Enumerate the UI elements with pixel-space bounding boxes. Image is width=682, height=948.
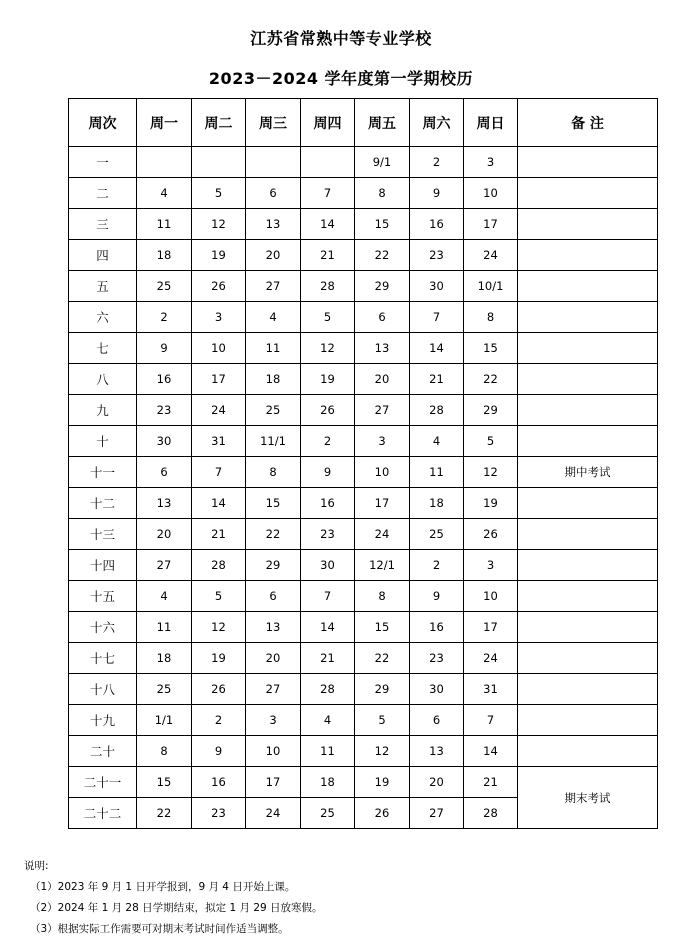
day-cell: 12	[301, 333, 355, 364]
day-cell: 20	[410, 767, 464, 798]
week-row	[69, 364, 658, 395]
day-cell: 10	[355, 457, 410, 488]
day-cell: 20	[355, 364, 410, 395]
week-number: 十三	[69, 519, 137, 550]
day-cell: 4	[301, 705, 355, 736]
header-friday: 周五	[355, 99, 410, 147]
day-cell: 2	[192, 705, 246, 736]
day-cell: 20	[246, 643, 301, 674]
day-cell: 20	[137, 519, 192, 550]
day-cell: 16	[137, 364, 192, 395]
week-row	[69, 240, 658, 271]
day-cell: 19	[301, 364, 355, 395]
day-cell: 17	[246, 767, 301, 798]
week-number: 八	[69, 364, 137, 395]
week-number: 二	[69, 178, 137, 209]
notes-heading: 说明:	[24, 860, 49, 872]
day-cell: 28	[192, 550, 246, 581]
day-cell: 11	[137, 209, 192, 240]
day-cell: 22	[355, 240, 410, 271]
week-number: 十六	[69, 612, 137, 643]
day-cell: 25	[301, 798, 355, 829]
day-cell: 19	[192, 643, 246, 674]
remark-cell-empty	[518, 302, 658, 333]
school-name: 江苏省常熟中等专业学校	[250, 29, 432, 48]
day-cell: 18	[301, 767, 355, 798]
week-row	[69, 643, 658, 674]
week-number: 十七	[69, 643, 137, 674]
day-cell: 8	[464, 302, 518, 333]
day-cell: 23	[137, 395, 192, 426]
day-cell: 13	[137, 488, 192, 519]
week-row	[69, 767, 658, 798]
day-cell: 26	[192, 271, 246, 302]
remark-cell-empty	[518, 674, 658, 705]
day-cell: 2	[137, 302, 192, 333]
day-cell: 3	[192, 302, 246, 333]
header-remarks: 备 注	[518, 99, 658, 147]
week-row	[69, 147, 658, 178]
day-cell: 14	[301, 209, 355, 240]
week-row	[69, 209, 658, 240]
day-cell: 9	[192, 736, 246, 767]
day-cell: 6	[137, 457, 192, 488]
day-cell: 12	[192, 612, 246, 643]
week-number: 十八	[69, 674, 137, 705]
week-row	[69, 457, 658, 488]
remark-cell-empty	[518, 333, 658, 364]
remark-cell-empty	[518, 705, 658, 736]
day-cell: 15	[355, 209, 410, 240]
week-number: 四	[69, 240, 137, 271]
day-cell: 9	[410, 581, 464, 612]
calendar-title: 2023－2024 学年度第一学期校历	[208, 69, 474, 88]
week-number: 九	[69, 395, 137, 426]
day-cell: 17	[355, 488, 410, 519]
day-cell: 27	[137, 550, 192, 581]
day-cell: 22	[137, 798, 192, 829]
remark-cell-empty	[518, 612, 658, 643]
day-cell: 7	[410, 302, 464, 333]
week-row	[69, 581, 658, 612]
day-cell: 3	[464, 147, 518, 178]
day-cell: 11	[301, 736, 355, 767]
day-cell: 14	[464, 736, 518, 767]
day-cell: 22	[464, 364, 518, 395]
day-cell: 23	[410, 643, 464, 674]
week-number: 二十	[69, 736, 137, 767]
day-cell: 13	[410, 736, 464, 767]
day-cell: 22	[246, 519, 301, 550]
day-cell: 5	[355, 705, 410, 736]
week-number: 五	[69, 271, 137, 302]
week-row	[69, 488, 658, 519]
day-cell: 11/1	[246, 426, 301, 457]
day-cell: 21	[301, 643, 355, 674]
day-cell: 4	[410, 426, 464, 457]
day-cell: 8	[137, 736, 192, 767]
day-cell	[301, 147, 355, 178]
day-cell: 25	[246, 395, 301, 426]
day-cell: 23	[301, 519, 355, 550]
week-number: 三	[69, 209, 137, 240]
day-cell: 4	[137, 581, 192, 612]
week-row	[69, 333, 658, 364]
day-cell: 18	[246, 364, 301, 395]
day-cell: 10	[246, 736, 301, 767]
day-cell: 18	[137, 240, 192, 271]
remark-cell-empty	[518, 209, 658, 240]
day-cell: 15	[246, 488, 301, 519]
day-cell: 21	[464, 767, 518, 798]
week-row	[69, 736, 658, 767]
week-number: 二十二	[69, 798, 137, 829]
day-cell: 30	[301, 550, 355, 581]
day-cell: 5	[464, 426, 518, 457]
day-cell: 2	[410, 550, 464, 581]
notes-section	[24, 856, 323, 940]
remark-cell: 期末考试	[518, 767, 658, 829]
day-cell: 27	[410, 798, 464, 829]
header-week: 周次	[69, 99, 137, 147]
remark-cell-empty	[518, 364, 658, 395]
day-cell: 12	[192, 209, 246, 240]
day-cell: 14	[301, 612, 355, 643]
day-cell: 30	[410, 271, 464, 302]
header-wednesday: 周三	[246, 99, 301, 147]
day-cell: 12	[464, 457, 518, 488]
day-cell: 25	[137, 674, 192, 705]
day-cell: 28	[410, 395, 464, 426]
remark-cell: 期中考试	[518, 457, 658, 488]
remark-cell-empty	[518, 519, 658, 550]
day-cell: 16	[410, 612, 464, 643]
day-cell: 31	[464, 674, 518, 705]
day-cell: 29	[355, 674, 410, 705]
note-item: （3）根据实际工作需要可对期末考试时间作适当调整。	[30, 923, 289, 935]
day-cell: 9/1	[355, 147, 410, 178]
day-cell	[192, 147, 246, 178]
day-cell: 28	[464, 798, 518, 829]
day-cell: 3	[355, 426, 410, 457]
remark-cell-empty	[518, 271, 658, 302]
day-cell: 29	[464, 395, 518, 426]
day-cell: 15	[355, 612, 410, 643]
day-cell: 22	[355, 643, 410, 674]
day-cell: 28	[301, 271, 355, 302]
day-cell: 27	[246, 271, 301, 302]
remark-cell-empty	[518, 426, 658, 457]
day-cell: 7	[301, 581, 355, 612]
note-item: （1）2023 年 9 月 1 日开学报到，9 月 4 日开始上课。	[30, 881, 296, 893]
day-cell: 26	[464, 519, 518, 550]
day-cell: 23	[410, 240, 464, 271]
day-cell: 14	[410, 333, 464, 364]
remark-cell-empty	[518, 178, 658, 209]
week-row	[69, 674, 658, 705]
day-cell: 31	[192, 426, 246, 457]
week-row	[69, 271, 658, 302]
day-cell: 24	[246, 798, 301, 829]
day-cell: 27	[355, 395, 410, 426]
day-cell: 9	[137, 333, 192, 364]
header-tuesday: 周二	[192, 99, 246, 147]
week-row	[69, 302, 658, 333]
day-cell: 10	[464, 178, 518, 209]
header-monday: 周一	[137, 99, 192, 147]
day-cell: 25	[137, 271, 192, 302]
day-cell: 21	[301, 240, 355, 271]
day-cell: 7	[301, 178, 355, 209]
day-cell: 12	[355, 736, 410, 767]
day-cell: 30	[137, 426, 192, 457]
day-cell: 16	[192, 767, 246, 798]
remark-cell-empty	[518, 550, 658, 581]
week-number: 十五	[69, 581, 137, 612]
day-cell: 21	[192, 519, 246, 550]
day-cell: 24	[192, 395, 246, 426]
header-sunday: 周日	[464, 99, 518, 147]
day-cell: 21	[410, 364, 464, 395]
day-cell: 28	[301, 674, 355, 705]
day-cell: 24	[464, 643, 518, 674]
day-cell: 2	[301, 426, 355, 457]
day-cell: 16	[301, 488, 355, 519]
week-row	[69, 705, 658, 736]
header-saturday: 周六	[410, 99, 464, 147]
day-cell: 8	[246, 457, 301, 488]
day-cell: 15	[464, 333, 518, 364]
day-cell: 29	[355, 271, 410, 302]
day-cell: 6	[410, 705, 464, 736]
day-cell: 8	[355, 178, 410, 209]
week-number: 一	[69, 147, 137, 178]
day-cell: 17	[464, 612, 518, 643]
day-cell: 2	[410, 147, 464, 178]
week-number: 十二	[69, 488, 137, 519]
week-number: 七	[69, 333, 137, 364]
day-cell: 6	[246, 581, 301, 612]
day-cell: 13	[246, 612, 301, 643]
day-cell: 7	[192, 457, 246, 488]
school-calendar-table	[68, 98, 658, 829]
remark-cell-empty	[518, 240, 658, 271]
day-cell: 19	[192, 240, 246, 271]
day-cell: 30	[410, 674, 464, 705]
day-cell: 10	[464, 581, 518, 612]
day-cell: 3	[464, 550, 518, 581]
calendar-body	[69, 147, 658, 829]
note-item: （2）2024 年 1 月 28 日学期结束，拟定 1 月 29 日放寒假。	[30, 902, 323, 914]
day-cell: 10/1	[464, 271, 518, 302]
week-number: 六	[69, 302, 137, 333]
remark-cell-empty	[518, 395, 658, 426]
day-cell: 4	[246, 302, 301, 333]
day-cell: 19	[464, 488, 518, 519]
day-cell	[137, 147, 192, 178]
remark-cell-empty	[518, 736, 658, 767]
day-cell: 8	[355, 581, 410, 612]
remark-cell-empty	[518, 643, 658, 674]
day-cell: 16	[410, 209, 464, 240]
day-cell: 24	[464, 240, 518, 271]
day-cell: 23	[192, 798, 246, 829]
week-number: 十四	[69, 550, 137, 581]
week-row	[69, 550, 658, 581]
week-row	[69, 426, 658, 457]
day-cell: 11	[410, 457, 464, 488]
day-cell: 5	[301, 302, 355, 333]
day-cell: 4	[137, 178, 192, 209]
day-cell: 26	[355, 798, 410, 829]
day-cell: 26	[301, 395, 355, 426]
remark-cell-empty	[518, 147, 658, 178]
day-cell: 29	[246, 550, 301, 581]
day-cell: 20	[246, 240, 301, 271]
day-cell: 18	[137, 643, 192, 674]
week-number: 十一	[69, 457, 137, 488]
day-cell: 11	[246, 333, 301, 364]
day-cell: 18	[410, 488, 464, 519]
week-row	[69, 612, 658, 643]
header-row	[69, 99, 658, 147]
day-cell	[246, 147, 301, 178]
day-cell: 5	[192, 178, 246, 209]
remark-cell-empty	[518, 581, 658, 612]
week-row	[69, 519, 658, 550]
day-cell: 12/1	[355, 550, 410, 581]
week-row	[69, 395, 658, 426]
day-cell: 13	[355, 333, 410, 364]
day-cell: 14	[192, 488, 246, 519]
header-thursday: 周四	[301, 99, 355, 147]
day-cell: 11	[137, 612, 192, 643]
remark-cell-empty	[518, 488, 658, 519]
day-cell: 9	[301, 457, 355, 488]
day-cell: 17	[192, 364, 246, 395]
day-cell: 27	[246, 674, 301, 705]
week-number: 十	[69, 426, 137, 457]
day-cell: 6	[246, 178, 301, 209]
day-cell: 26	[192, 674, 246, 705]
day-cell: 13	[246, 209, 301, 240]
day-cell: 19	[355, 767, 410, 798]
day-cell: 3	[246, 705, 301, 736]
day-cell: 5	[192, 581, 246, 612]
day-cell: 17	[464, 209, 518, 240]
day-cell: 6	[355, 302, 410, 333]
day-cell: 24	[355, 519, 410, 550]
week-number: 十九	[69, 705, 137, 736]
day-cell: 9	[410, 178, 464, 209]
day-cell: 7	[464, 705, 518, 736]
week-number: 二十一	[69, 767, 137, 798]
day-cell: 10	[192, 333, 246, 364]
week-row	[69, 178, 658, 209]
day-cell: 15	[137, 767, 192, 798]
day-cell: 1/1	[137, 705, 192, 736]
day-cell: 25	[410, 519, 464, 550]
